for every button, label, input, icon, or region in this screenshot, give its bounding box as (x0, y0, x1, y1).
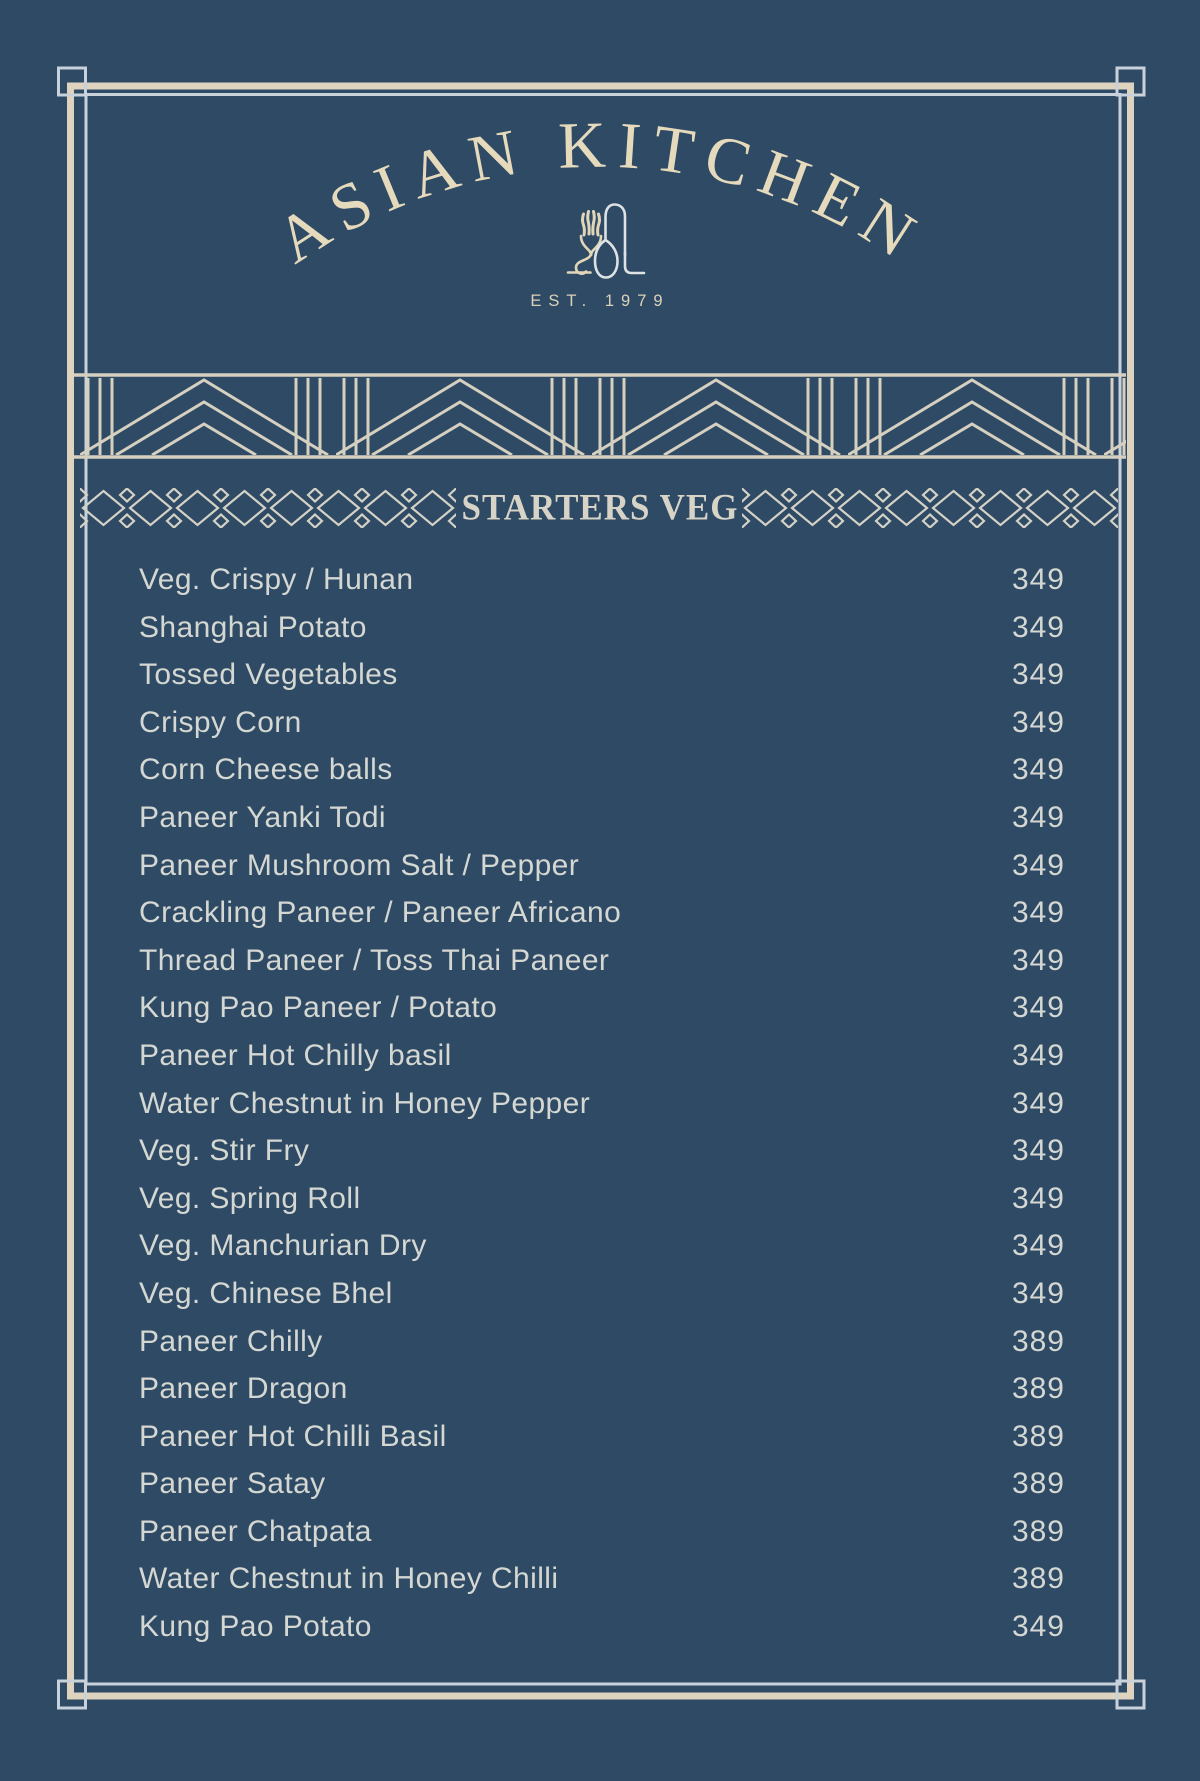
dish-name: Paneer Dragon (139, 1372, 348, 1406)
dish-price: 349 (1011, 1181, 1065, 1215)
deco-divider (70, 370, 1130, 460)
dish-price: 349 (1011, 563, 1065, 596)
dish-name: Paneer Chatpata (139, 1514, 372, 1548)
menu-item-row (139, 1318, 1065, 1366)
menu-item-row (139, 1080, 1065, 1128)
dish-name: Corn Cheese balls (139, 753, 393, 787)
dish-price: 349 (1011, 1610, 1065, 1644)
dish-name: Crispy Corn (139, 705, 302, 739)
dish-price: 389 (1011, 1562, 1065, 1596)
menu-item-row (139, 1127, 1065, 1175)
dish-name: Paneer Satay (139, 1467, 326, 1501)
dish-price: 349 (1011, 943, 1065, 977)
dish-price: 349 (1011, 991, 1065, 1025)
dish-price: 349 (1011, 658, 1065, 692)
menu-item-row (139, 1175, 1065, 1223)
dish-price: 389 (1011, 1324, 1065, 1358)
menu-item-row (139, 1555, 1065, 1603)
dish-price: 349 (1011, 753, 1065, 787)
dish-name: Tossed Vegetables (139, 658, 398, 692)
menu-list (139, 556, 1065, 1651)
dish-name: Crackling Paneer / Paneer Africano (139, 896, 622, 930)
dish-name: Paneer Chilly (139, 1324, 323, 1358)
dish-price: 349 (1011, 705, 1065, 739)
dish-name: Shanghai Potato (139, 610, 367, 644)
dish-price: 349 (1011, 896, 1065, 930)
section-title: STARTERS VEG (461, 486, 739, 529)
menu-item-row (139, 1508, 1065, 1556)
menu-item-row (139, 651, 1065, 699)
dish-name: Veg. Chinese Bhel (139, 1276, 393, 1310)
menu-item-row (139, 842, 1065, 890)
dish-price: 389 (1011, 1467, 1065, 1501)
page-title: ASIAN KITCHEN (263, 108, 937, 278)
menu-item-row (139, 984, 1065, 1032)
menu-item-row (139, 604, 1065, 652)
menu-item-row (139, 1365, 1065, 1413)
menu-item-row (139, 1222, 1065, 1270)
menu-item-row (139, 1413, 1065, 1461)
dish-price: 349 (1011, 610, 1065, 644)
established-line: EST. 1979 (530, 292, 670, 310)
dish-name: Water Chestnut in Honey Chilli (139, 1562, 559, 1596)
dish-price: 389 (1011, 1419, 1065, 1453)
dish-name: Kung Pao Potato (139, 1610, 372, 1644)
dish-price: 389 (1011, 1372, 1065, 1406)
dish-name: Paneer Mushroom Salt / Pepper (139, 848, 580, 882)
menu-item-row (139, 1032, 1065, 1080)
dish-price: 349 (1011, 1276, 1065, 1310)
dish-name: Veg. Stir Fry (139, 1134, 310, 1168)
dish-price: 349 (1011, 848, 1065, 882)
dish-name: Paneer Hot Chilly basil (139, 1038, 452, 1072)
dish-name: Paneer Hot Chilli Basil (139, 1419, 447, 1453)
dish-name: Kung Pao Paneer / Potato (139, 991, 498, 1025)
dish-price: 349 (1011, 1134, 1065, 1168)
dish-name: Veg. Manchurian Dry (139, 1229, 427, 1263)
menu-item-row (139, 746, 1065, 794)
menu-item-row (139, 937, 1065, 985)
dish-name: Veg. Spring Roll (139, 1181, 361, 1215)
dish-name: Thread Paneer / Toss Thai Paneer (139, 943, 610, 977)
dish-price: 349 (1011, 1086, 1065, 1120)
menu-item-row (139, 1270, 1065, 1318)
dish-name: Water Chestnut in Honey Pepper (139, 1086, 591, 1120)
dish-name: Paneer Yanki Todi (139, 800, 386, 834)
menu-item-row (139, 1460, 1065, 1508)
dish-price: 349 (1011, 800, 1065, 834)
menu-item-row (139, 699, 1065, 747)
fork-spoon-logo-icon (553, 193, 665, 297)
dish-price: 349 (1011, 1038, 1065, 1072)
menu-item-row (139, 794, 1065, 842)
menu-item-row (139, 1603, 1065, 1651)
menu-item-row (139, 889, 1065, 937)
menu-item-row (139, 556, 1065, 604)
dish-price: 389 (1011, 1514, 1065, 1548)
dish-price: 349 (1011, 1229, 1065, 1263)
dish-name: Veg. Crispy / Hunan (139, 563, 414, 596)
